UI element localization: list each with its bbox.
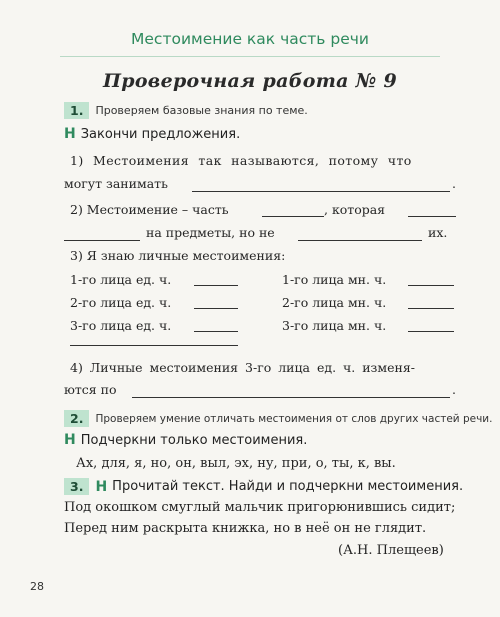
section-title: Местоимение как часть речи [131,30,369,48]
task3-marker: Н [95,478,108,495]
pronoun-right-2-blank[interactable] [408,308,454,309]
item1-line1: 1) Местоимения так называются, потому что [70,153,412,168]
poem-line-2: Перед ним раскрыта книжка, но в неё он не глядит. [64,521,427,536]
task2-heading: Проверяем умение отличать местоимения от слов других частей речи. [95,412,493,425]
item2-part-c: на предметы, но не [146,225,275,240]
pronoun-right-1-blank[interactable] [408,285,454,286]
task1-marker: Н [64,126,76,142]
task1-heading: Проверяем базовые знания по теме. [95,104,308,117]
task1-instruction: Закончи предложения. [80,127,241,142]
task2-marker: Н [64,432,76,448]
task3-instruction: Прочитай текст. Найди и подчеркни местоимения. [112,479,464,494]
pronoun-right-2: 2-го лица мн. ч. [282,295,387,310]
pronoun-right-3: 3-го лица мн. ч. [282,318,387,333]
task1-number: 1. [64,102,89,119]
task2-instruction: Подчеркни только местоимения. [80,433,308,448]
item2-blank-1[interactable] [262,216,324,217]
item1-line2: могут занимать [64,176,168,191]
task3-instruction-line [64,478,463,495]
task3-number: 3. [64,478,89,495]
task1-header [64,102,308,119]
task2-instruction-line [64,432,307,448]
task2-number: 2. [64,410,89,427]
item2-blank-2[interactable] [408,216,456,217]
item1-end: . [452,176,456,191]
item2-part-a: 2) Местоимение – часть [70,202,229,217]
pronoun-left-1: 1-го лица ед. ч. [70,272,172,287]
task1-instruction-line [64,126,240,142]
page-number: 28 [30,580,44,593]
title-divider [60,56,440,57]
poem-author: (А.Н. Плещеев) [338,543,444,558]
item2-blank-3[interactable] [64,240,140,241]
item3-text: 3) Я знаю личные местоимения: [70,248,286,263]
pronoun-left-extra-blank[interactable] [70,345,238,346]
pronoun-right-3-blank[interactable] [408,331,454,332]
item4-line2: ются по [64,382,117,397]
item4-line1: 4) Личные местоимения 3-го лица ед. ч. изменя- [70,360,415,375]
item2-part-b: , которая [324,202,386,217]
task2-words: Ах, для, я, но, он, выл, эх, ну, при, о, ты, к, вы. [76,456,396,471]
item1-answer-blank[interactable] [192,191,450,192]
pronoun-right-1: 1-го лица мн. ч. [282,272,387,287]
pronoun-left-2-blank[interactable] [194,308,238,309]
pronoun-left-2: 2-го лица ед. ч. [70,295,172,310]
pronoun-left-3: 3-го лица ед. ч. [70,318,172,333]
item2-end: их. [428,225,448,240]
pronoun-left-3-blank[interactable] [194,331,238,332]
poem-line-1: Под окошком смуглый мальчик пригорюнившись сидит; [64,500,456,515]
work-title: Проверочная работа № 9 [102,70,398,92]
item4-answer-blank[interactable] [132,397,450,398]
item4-end: . [452,382,456,397]
pronoun-left-1-blank[interactable] [194,285,238,286]
task2-header [64,410,492,427]
item2-blank-4[interactable] [298,240,422,241]
